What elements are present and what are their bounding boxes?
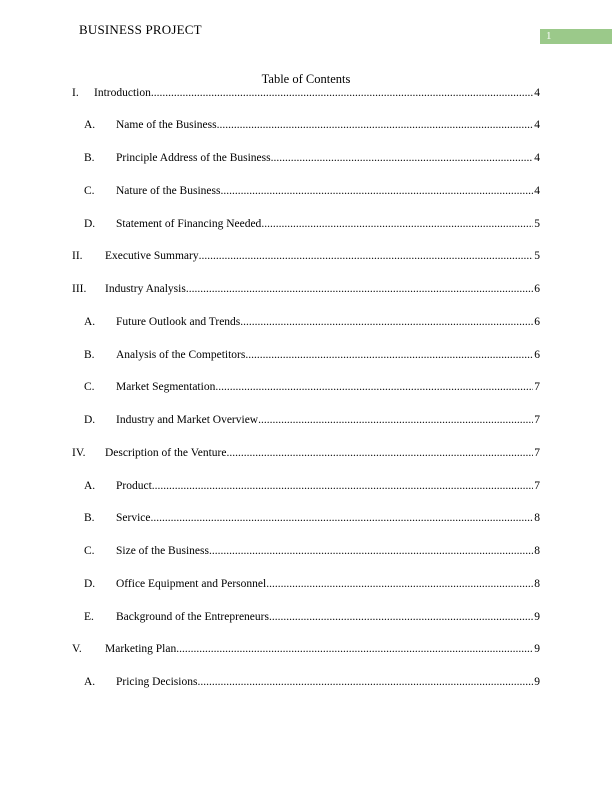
- page-number-badge: [540, 29, 612, 44]
- toc-entry-pricing-decisions[interactable]: [72, 676, 540, 692]
- dot-leader: [271, 152, 534, 164]
- toc-entry-nature-of-business[interactable]: [72, 185, 540, 201]
- dot-leader: [261, 218, 533, 230]
- toc-entry-number: D.: [84, 414, 96, 426]
- toc-entry-marketing-plan[interactable]: [72, 643, 540, 659]
- toc-entry-page: 5: [534, 250, 540, 262]
- dot-leader: [150, 512, 533, 524]
- toc-title: Table of Contents: [261, 72, 351, 86]
- dot-leader: [217, 119, 534, 131]
- toc-entry-page: 6: [534, 316, 540, 328]
- toc-entry-number: C.: [84, 545, 95, 557]
- toc-entry-number: A.: [84, 676, 96, 688]
- toc-entry-industry-analysis[interactable]: [72, 283, 540, 299]
- toc-entry-principle-address[interactable]: [72, 152, 540, 168]
- dot-leader: [151, 87, 533, 99]
- toc-entry-label: Introduction: [94, 87, 151, 99]
- dot-leader: [245, 349, 533, 361]
- dot-leader: [240, 316, 533, 328]
- toc-entry-label: Size of the Business: [116, 545, 209, 557]
- dot-leader: [215, 381, 533, 393]
- toc-entry-page: 9: [534, 611, 540, 623]
- toc-entry-page: 8: [534, 578, 540, 590]
- toc-entry-number: D.: [84, 218, 96, 230]
- toc-entry-number: B.: [84, 349, 95, 361]
- toc-entry-page: 7: [534, 480, 540, 492]
- toc-entry-page: 5: [534, 218, 540, 230]
- toc-entry-label: Future Outlook and Trends: [116, 316, 241, 328]
- toc-entry-number: B.: [84, 512, 95, 524]
- toc-entry-label: Industry Analysis: [105, 283, 186, 295]
- page-number: 1: [546, 30, 552, 42]
- toc-entry-future-outlook[interactable]: [72, 316, 540, 332]
- toc-entry-number: A.: [84, 119, 96, 131]
- toc-entry-number: A.: [84, 316, 96, 328]
- toc-entry-competitors[interactable]: [72, 349, 540, 365]
- dot-leader: [269, 611, 533, 623]
- toc-entry-label: Name of the Business: [116, 119, 217, 131]
- toc-entry-label: Service: [116, 512, 151, 524]
- toc-entry-label: Analysis of the Competitors: [116, 349, 246, 361]
- toc-entry-page: 9: [534, 643, 540, 655]
- toc-entry-label: Executive Summary: [105, 250, 199, 262]
- toc-entry-number: III.: [72, 283, 87, 295]
- toc-entry-number: B.: [84, 152, 95, 164]
- toc-entry-name-of-business[interactable]: [72, 119, 540, 135]
- toc-entry-introduction[interactable]: [72, 87, 540, 103]
- toc-entry-number: D.: [84, 578, 96, 590]
- toc-entry-label: Product: [116, 480, 152, 492]
- toc-entry-page: 7: [534, 381, 540, 393]
- toc-entry-financing-needed[interactable]: [72, 218, 540, 234]
- dot-leader: [176, 643, 533, 655]
- toc-entry-service[interactable]: [72, 512, 540, 528]
- toc-entry-label: Marketing Plan: [105, 643, 177, 655]
- toc-entry-description-venture[interactable]: [72, 447, 540, 463]
- toc-entry-number: C.: [84, 381, 95, 393]
- toc-entry-size-of-business[interactable]: [72, 545, 540, 561]
- toc-entry-label: Principle Address of the Business: [116, 152, 271, 164]
- toc-entry-page: 7: [534, 414, 540, 426]
- toc-entry-page: 6: [534, 283, 540, 295]
- toc-entry-market-overview[interactable]: [72, 414, 540, 430]
- toc-entry-number: E.: [84, 611, 94, 623]
- toc-entry-entrepreneurs[interactable]: [72, 611, 540, 627]
- toc-entry-number: IV.: [72, 447, 86, 459]
- dot-leader: [186, 283, 533, 295]
- toc-entry-page: 8: [534, 545, 540, 557]
- toc-entry-label: Nature of the Business: [116, 185, 221, 197]
- toc-entry-page: 7: [534, 447, 540, 459]
- dot-leader: [266, 578, 533, 590]
- toc-entry-number: C.: [84, 185, 95, 197]
- toc-entry-page: 4: [534, 185, 540, 197]
- toc-entry-page: 8: [534, 512, 540, 524]
- dot-leader: [197, 676, 533, 688]
- toc-entry-page: 4: [534, 119, 540, 131]
- toc-entry-label: Industry and Market Overview: [116, 414, 259, 426]
- dot-leader: [220, 185, 533, 197]
- toc-entry-number: A.: [84, 480, 96, 492]
- dot-leader: [209, 545, 533, 557]
- toc-entry-office-equipment[interactable]: [72, 578, 540, 594]
- toc-entry-label: Market Segmentation: [116, 381, 216, 393]
- toc-entry-label: Description of the Venture: [105, 447, 227, 459]
- toc-entry-label: Background of the Entrepreneurs: [116, 611, 269, 623]
- toc-entry-page: 4: [534, 87, 540, 99]
- dot-leader: [226, 447, 533, 459]
- toc-entry-executive-summary[interactable]: [72, 250, 540, 266]
- toc-entry-page: 4: [534, 152, 540, 164]
- running-header: BUSINESS PROJECT: [79, 22, 202, 37]
- toc-entry-product[interactable]: [72, 480, 540, 496]
- toc-entry-number: II.: [72, 250, 83, 262]
- toc-entry-page: 9: [534, 676, 540, 688]
- toc-entry-market-segmentation[interactable]: [72, 381, 540, 397]
- dot-leader: [258, 414, 533, 426]
- toc-entry-number: V.: [72, 643, 82, 655]
- toc-entry-label: Statement of Financing Needed: [116, 218, 262, 230]
- toc-entry-label: Office Equipment and Personnel: [116, 578, 267, 590]
- toc-entry-number: I.: [72, 87, 79, 99]
- toc-entry-label: Pricing Decisions: [116, 676, 198, 688]
- dot-leader: [152, 480, 533, 492]
- toc-entry-page: 6: [534, 349, 540, 361]
- dot-leader: [199, 250, 534, 262]
